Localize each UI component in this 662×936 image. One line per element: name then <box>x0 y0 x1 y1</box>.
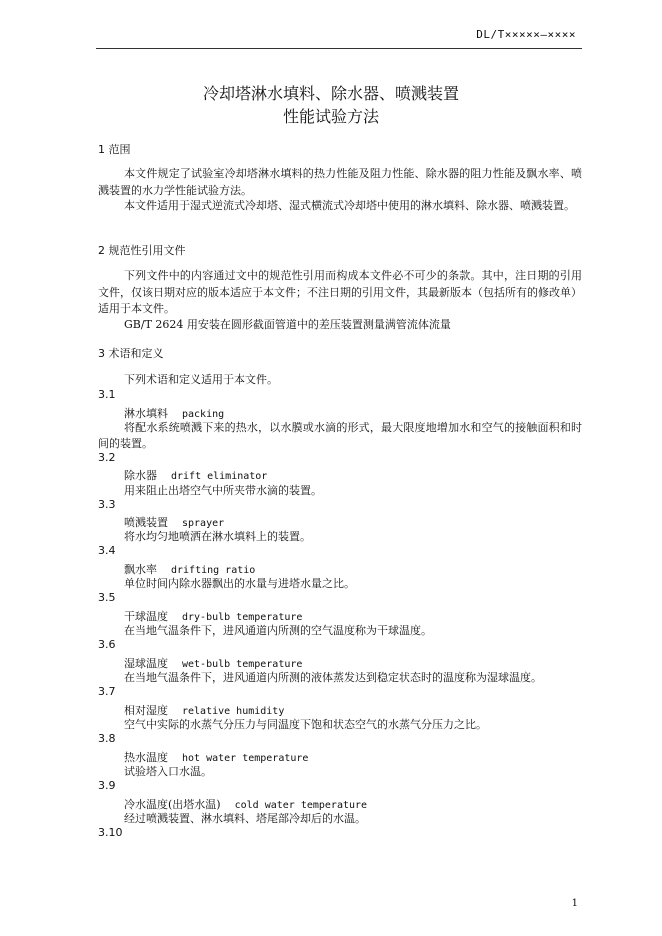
term-entry <box>124 749 308 765</box>
clause-number: 3.2 <box>98 451 116 464</box>
section-heading-scope: 1 范围 <box>98 143 131 156</box>
section-heading-normative-references: 2 规范性引用文件 <box>98 244 186 257</box>
header-divider <box>96 48 582 49</box>
section-heading-terms: 3 术语和定义 <box>98 347 164 360</box>
paragraph: 本文件适用于湿式逆流式冷却塔、湿式横流式冷却塔中使用的淋水填料、除水器、喷溅装置。 <box>124 199 575 212</box>
clause-number: 3.3 <box>98 498 116 511</box>
clause-number: 3.4 <box>98 544 116 557</box>
term-entry <box>124 702 284 718</box>
clause-number: 3.7 <box>98 685 116 698</box>
clause-number: 3.9 <box>98 779 116 792</box>
term-english: drifting ratio <box>171 565 256 576</box>
term-english: packing <box>182 409 225 420</box>
paragraph: 下列文件中的内容通过文中的规范性引用而构成本文件必不可少的条款。其中，注日期的引用文件，仅该日期对应的版本适应于本文件；不注日期的引用文件，其最新版本（包括所有的修改单）适用于本文件。 <box>98 269 582 315</box>
paragraph: 下列术语和定义适用于本文件。 <box>124 373 278 386</box>
term-definition: 将配水系统喷溅下来的热水，以水膜或水滴的形式，最大限度地增加水和空气的接触面积和时间的装置。 <box>98 421 582 450</box>
term-entry <box>124 405 224 421</box>
term-definition: 在当地气温条件下，进风通道内所测的空气温度称为干球温度。 <box>124 624 432 637</box>
term-chinese: 相对湿度 <box>124 704 168 717</box>
term-english: dry-bulb temperature <box>182 612 303 623</box>
term-definition: 在当地气温条件下，进风通道内所测的液体蒸发达到稳定状态时的温度称为湿球温度。 <box>124 671 542 684</box>
term-entry <box>124 608 302 624</box>
term-chinese: 冷水温度(出塔水温) <box>124 798 221 811</box>
paragraph: 本文件规定了试验室冷却塔淋水填料的热力性能及阻力性能、除水器的阻力性能及飘水率、喷溅装置的水力学性能试验方法。 <box>98 167 582 197</box>
term-entry <box>124 514 224 530</box>
clause-number: 3.1 <box>98 388 116 401</box>
clause-number: 3.5 <box>98 591 116 604</box>
term-chinese: 淋水填料 <box>124 407 168 420</box>
document-title-line-1: 冷却塔淋水填料、除水器、喷溅装置 <box>202 84 459 103</box>
term-english: relative humidity <box>182 706 285 717</box>
term-chinese: 干球温度 <box>124 610 168 623</box>
term-chinese: 飘水率 <box>124 563 157 576</box>
term-english: sprayer <box>182 518 225 529</box>
document-title-line-2: 性能试验方法 <box>282 107 379 126</box>
page-number: 1 <box>571 898 578 909</box>
term-definition: 试验塔入口水温。 <box>124 765 212 778</box>
document-code: DL/T×××××—×××× <box>476 28 576 41</box>
term-entry <box>124 796 367 812</box>
clause-number: 3.6 <box>98 638 116 651</box>
term-english: cold water temperature <box>234 800 368 811</box>
term-english: wet-bulb temperature <box>182 659 303 670</box>
term-entry <box>124 655 302 671</box>
term-definition: 将水均匀地喷洒在淋水填料上的装置。 <box>124 530 311 543</box>
clause-number: 3.8 <box>98 732 116 745</box>
reference-entry: GB/T 2624 用安装在圆形截面管道中的差压装置测量满管流体流量 <box>124 318 451 331</box>
term-definition: 单位时间内除水器飘出的水量与进塔水量之比。 <box>124 577 355 590</box>
term-chinese: 湿球温度 <box>124 657 168 670</box>
term-entry <box>124 561 255 577</box>
term-definition: 用来阻止出塔空气中所夹带水滴的装置。 <box>124 484 322 497</box>
term-definition: 空气中实际的水蒸气分压力与同温度下饱和状态空气的水蒸气分压力之比。 <box>124 718 487 731</box>
term-english: hot water temperature <box>182 753 309 764</box>
term-chinese: 除水器 <box>124 469 157 482</box>
term-entry <box>124 467 267 483</box>
clause-number: 3.10 <box>98 826 123 839</box>
term-definition: 经过喷溅装置、淋水填料、塔尾部冷却后的水温。 <box>124 812 366 825</box>
term-chinese: 热水温度 <box>124 751 168 764</box>
term-chinese: 喷溅装置 <box>124 516 168 529</box>
term-english: drift eliminator <box>171 471 268 482</box>
